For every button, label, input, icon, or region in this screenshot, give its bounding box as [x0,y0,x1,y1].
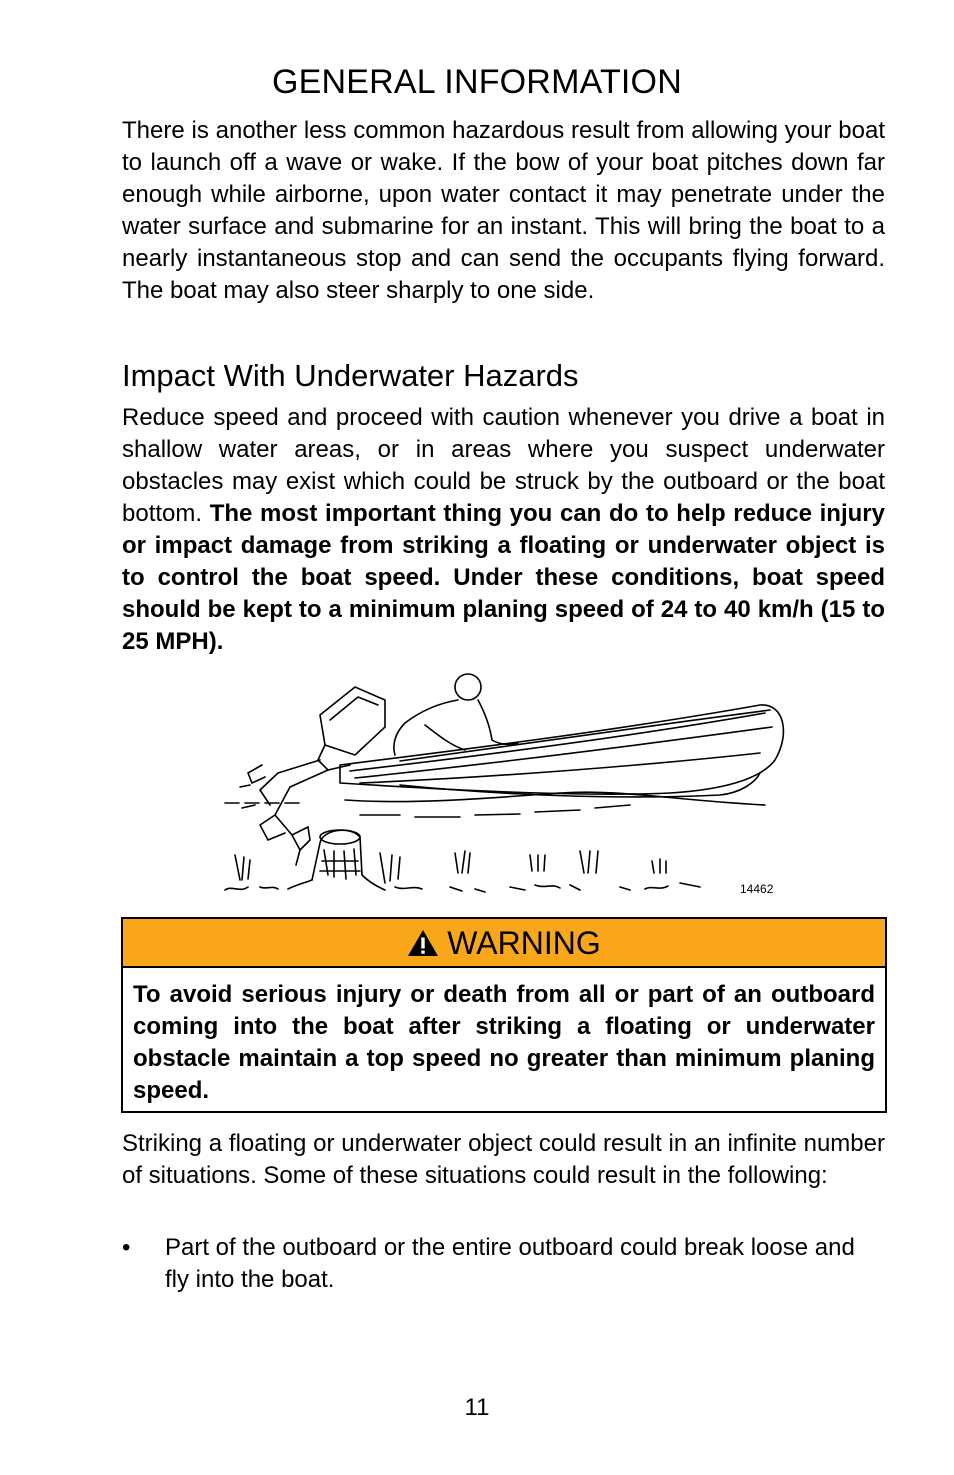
after-warning-paragraph: Striking a floating or underwater object could result in an infinite number of situations. Some of these situations could result in the following: [122,1130,885,1189]
boat-hitting-stump-illustration [200,665,790,900]
section-paragraph-normal: Reduce speed and proceed with caution whenever you drive a boat in shallow water areas, or in areas where you suspect underwater obstacles may exist which could be struck by the outboard or the boat bottom. [122,404,885,527]
intro-paragraph: There is another less common hazardous result from allowing your boat to launch off a wave or wake. If the bow of your boat pitches down far enough while airborne, upon water contact it may penetrate under the water surface and submarine for an instant. This will bring the boat to a nearly instantaneous stop and can send the occupants flying forward. The boat may also steer sharply to one side. [122,117,885,304]
warning-header [123,919,885,968]
list-item [122,1232,885,1296]
warning-text: To avoid serious injury or death from all or part of an outboard coming into the boat after striking a floating or underwater obstacle maintain a top speed no greater than minimum planing speed. [133,981,875,1104]
bullet-marker: • [122,1234,131,1261]
warning-box [121,917,887,1113]
bullet-text: Part of the outboard or the entire outboard could break loose and fly into the boat. [165,1234,855,1293]
figure-number: 14462 [740,882,774,896]
section-heading: Impact With Underwater Hazards [122,358,579,393]
section-paragraph-bold: The most important thing you can do to help reduce injury or impact damage from striking a floating or underwater object is to control the boat speed. Under these conditions, boat speed should be kept to a minimum planing speed of 24 to 40 km/h (15 to 25 MPH). [122,500,885,655]
warning-label: WARNING [447,924,601,961]
page-title: GENERAL INFORMATION [272,63,682,101]
warning-triangle-icon [407,928,439,958]
page-number: 11 [464,1394,490,1421]
section-paragraph [122,402,885,658]
